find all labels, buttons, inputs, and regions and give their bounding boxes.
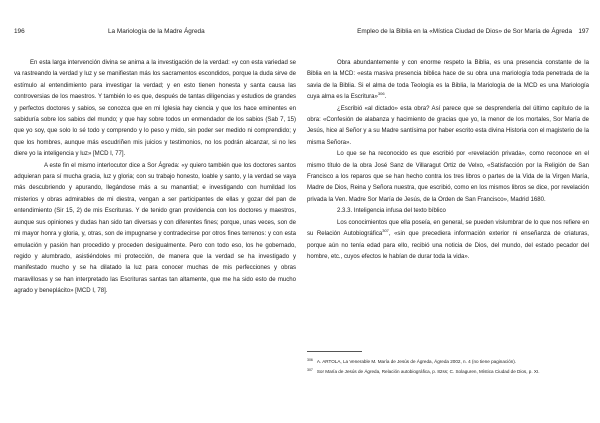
right-paragraph-4-tail: , «sin que precediera información exterior ni enseñanza de criaturas, porque aún no tenía edad para ello, recibió una noticia de Dios, del mundo, del estado pecador del hombre, etc., cuyos efectos le habían de durar toda la vida».	[307, 231, 589, 260]
right-page	[307, 0, 589, 423]
right-paragraph-4	[307, 218, 589, 264]
left-page	[14, 0, 296, 423]
footnote-ref-307: 307	[382, 228, 389, 234]
right-paragraph-2: ¿Escribió «al dictado» esta obra? Así parece que se desprendería del último capítulo de la obra: «Confesión de alabanza y hacimiento de gracias que yo, la menor de los mortales, Sor María de Jesús, hice al Señor y a su Madre santísima por haber escrito esta divina Historia con el magisterio de la misma Señora».	[307, 105, 589, 146]
left-paragraph-1: En esta larga intervención divina se anima a la investigación de la verdad: «y con esta variedad se va rastreando la verdad y luz y se manifiestan más los sacramentos escondidos, porque la duda sirve de estímulo al entendimiento para investigar la verdad; y en esto tienen honesta y santa causa las controversias de los maestros. Y también lo es que, después de tantas diligencias y estudios de grandes y perfectos doctores y sabios, se conozca que en mi Iglesia hay ciencia y que los hace eminentes en sabiduría sobre los sabios del mundo; y que hay sobre todos un enmendador de los sabios (Sab 7, 15) que yo soy, que solo lo sé todo y comprendo y lo peso y mido, sin poder ser medido ni comprendido; y que los hombres, aunque más escudriñen mis juicios y testimonios, no los podrán alcanzar, si no les diere yo la inteligencia y luz» [MCD I, 77].	[14, 60, 296, 158]
footnote-ref-306: 306	[377, 91, 385, 97]
right-page-body	[307, 58, 589, 263]
right-paragraph-1	[307, 58, 589, 104]
right-running-title: Empleo de la Biblia en la «Mística Ciudad de Dios» de Sor María de Ágreda	[357, 28, 572, 35]
footnote-divider	[307, 351, 362, 352]
right-running-head	[307, 27, 589, 37]
left-page-body	[14, 58, 296, 298]
left-paragraph-2: A este fin el mismo interlocutor dice a Sor Ágreda: «y quiero también que los doctores santos adquieran para sí mucha gracia, luz y gloria; con su trabajo honesto, loable y santo, y la verdad se vaya más descubriendo y apurando, llegándose más a su manantial; e investigando con humildad los misterios y obras admirables de mi diestra, vengan a ser participantes de ellas y gozar del pan de entendimiento (Sir 15, 2) de mis Escrituras. Y de tenido gran providencia con los doctores y maestros, aunque sus opiniones y dudas han sido tan diversas y con diferentes fines; porque, unas veces, son de mi mayor honra y gloria, y, otras, son de impugnarse y contradecirse por otros fines terrenos: y con esta emulación y pasión han procedido y proceden desigualmente. Pero con todo eso, los he gobernado, regido y alumbrado, asistiéndoles mi protección, de manera que la verdad se ha investigado y manifestado mucho y se ha dilatado la luz para conocer muchas de mis perfecciones y obras maravillosas y se han interpretado las Escrituras santas tan altamente, que me ha sido esto de mucho agrado y beneplácito» [MCD I, 78].	[14, 162, 296, 295]
left-page-number: 196	[14, 28, 25, 35]
right-paragraph-1-tail: .	[384, 94, 387, 101]
right-paragraph-3: Lo que se ha reconocido es que escribió por «revelación privada», como reconoce en el mismo título de la obra José Sanz de Villaragut Ortiz de Velxo, «Satisfacción por la Religión de San Francisco a los reparos que se han hecho contra los tres libros o partes de la Vida de la Virgen María, Madre de Dios, Reina y Señora nuestra, que escribió, como en los mismos libros se dice, por revelación privada la Ven. Madre Sor María de Jesús, de la Orden de San Francisco», Madrid 1680.	[307, 151, 589, 203]
left-running-title: La Mariología de la Madre Ágreda	[108, 28, 205, 35]
footnote-307-text: Sor María de Jesús de Ágreda, Relación autobiográfica, p. 82ss; C. Solaguren, Mística Ciudad de Dios, p. XI.	[316, 369, 540, 375]
right-paragraph-4-text: Los conocimientos que ella poseía, en general, se pueden vislumbrar de lo que nos refiere en su Relación Autobiográfica	[307, 219, 589, 238]
right-page-number: 197	[578, 28, 589, 35]
right-paragraph-1-text: Obra abundantemente y con enorme respeto la Biblia, es una presencia constante de la Biblia en la MCD: «esta masiva presencia biblica hace de su obra una mariología toda penetrada de la savia de la Biblia. Si el alma de toda Teología es la Biblia, la Mariología de la MCD es una Mariología cuya alma es la Escritura»	[307, 60, 589, 101]
section-heading: 2.3.3. Inteligencia infusa del texto bíblico	[337, 208, 446, 215]
footnote-306-number: 306	[307, 358, 313, 362]
footnotes	[307, 356, 589, 377]
footnote-307-number: 307	[307, 368, 313, 373]
footnote-306	[307, 356, 589, 366]
footnote-306-text: A. ARTOLA, La Venerable M. María de Jesús de Ágreda, Ágreda 2002, n. 4 (no tiene paginación).	[316, 359, 517, 364]
left-running-head	[14, 27, 296, 37]
footnote-307	[307, 366, 589, 376]
